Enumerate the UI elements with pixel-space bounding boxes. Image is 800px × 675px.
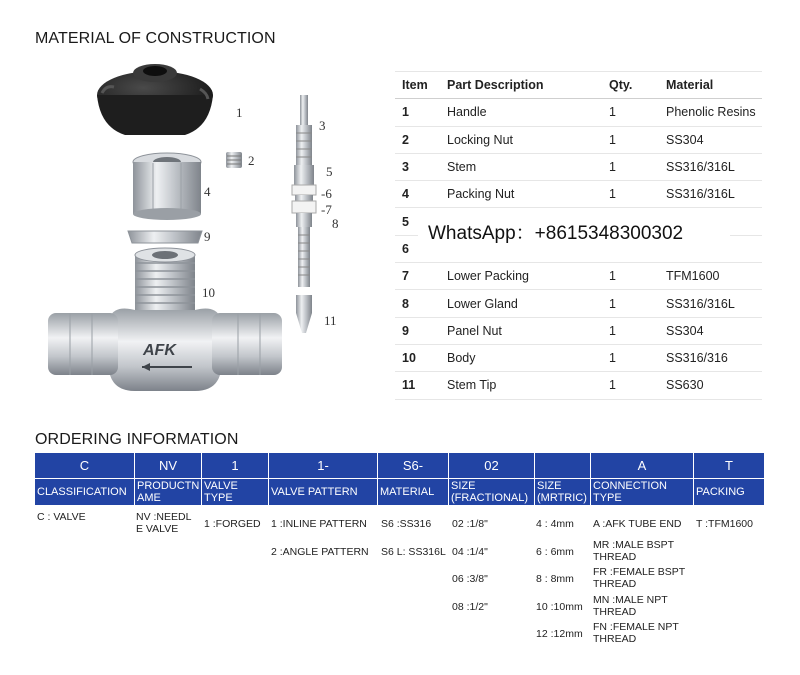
- label-size-metric: SIZE (MRTRIC): [535, 478, 591, 505]
- option-product-name: NV :NEEDL E VALVE: [136, 511, 192, 535]
- part-label-10: 10: [202, 285, 215, 300]
- option-size-fractional: 06 :3/8": [452, 573, 488, 585]
- table-row: 11 Stem Tip 1 SS630: [395, 372, 762, 399]
- table-row: 4 Packing Nut 1 SS316/316L: [395, 181, 762, 208]
- option-size-metric: 12 :12mm: [536, 628, 583, 640]
- option-size-fractional: 08 :1/2": [452, 601, 488, 613]
- option-size-metric: 8 : 8mm: [536, 573, 574, 585]
- option-material: S6 L: SS316L: [381, 546, 446, 558]
- part-label-7: -7: [321, 202, 332, 217]
- code-material: S6-: [378, 453, 449, 478]
- col-part-description: Part Description: [440, 72, 602, 99]
- part-label-11: 11: [324, 313, 337, 328]
- option-connection-type: MR :MALE BSPT THREAD: [593, 539, 675, 563]
- ordering-code-row: [35, 453, 765, 478]
- code-product-name: NV: [135, 453, 202, 478]
- table-row: 5: [395, 208, 762, 235]
- ordering-information-title: ORDERING INFORMATION: [35, 431, 239, 448]
- label-size-fractional: SIZE (FRACTIONAL): [449, 478, 535, 505]
- option-material: S6 :SS316: [381, 518, 432, 530]
- locking-nut-part: [226, 152, 242, 168]
- code-valve-type: 1: [202, 453, 269, 478]
- part-label-1: 1: [236, 105, 243, 120]
- table-row: 7 Lower Packing 1 TFM1600: [395, 263, 762, 290]
- col-qty: Qty.: [602, 72, 659, 99]
- handle-part: [97, 64, 213, 135]
- option-connection-type: FN :FEMALE NPT THREAD: [593, 621, 679, 645]
- part-label-8: 8: [332, 216, 339, 231]
- code-packing: T: [694, 453, 765, 478]
- ordering-label-row: [35, 478, 765, 505]
- valve-exploded-illustration: [30, 55, 375, 415]
- table-row: 2 Locking Nut 1 SS304: [395, 126, 762, 153]
- option-packing: T :TFM1600: [696, 518, 753, 530]
- stem-assembly-part: [292, 95, 316, 333]
- option-connection-type: FR :FEMALE BSPT THREAD: [593, 566, 686, 590]
- body-part: [48, 248, 282, 391]
- part-label-2: 2: [248, 153, 255, 168]
- code-classification: C: [35, 453, 135, 478]
- label-valve-type: VALVE TYPE: [202, 478, 269, 505]
- part-label-6: -6: [321, 186, 332, 201]
- option-valve-pattern: 1 :INLINE PATTERN: [271, 518, 367, 530]
- table-row: 10 Body 1 SS316/316: [395, 344, 762, 371]
- table-row: 9 Panel Nut 1 SS304: [395, 317, 762, 344]
- label-valve-pattern: VALVE PATTERN: [269, 478, 378, 505]
- label-material: MATERIAL: [378, 478, 449, 505]
- option-size-metric: 10 :10mm: [536, 601, 583, 613]
- label-product-name: PRODUCTN AME: [135, 478, 202, 505]
- code-valve-pattern: 1-: [269, 453, 378, 478]
- option-valve-pattern: 2 :ANGLE PATTERN: [271, 546, 369, 558]
- part-label-4: 4: [204, 184, 211, 199]
- code-size-fractional: 02: [449, 453, 535, 478]
- part-label-3: 3: [319, 118, 326, 133]
- table-row: 6: [395, 235, 762, 262]
- option-size-fractional: 04 :1/4": [452, 546, 488, 558]
- material-of-construction-title: MATERIAL OF CONSTRUCTION: [35, 30, 276, 47]
- ordering-table: [35, 453, 765, 645]
- col-material: Material: [659, 72, 762, 99]
- table-row: 8 Lower Gland 1 SS316/316L: [395, 290, 762, 317]
- code-size-metric: [535, 453, 591, 478]
- panel-nut-part: [128, 231, 202, 243]
- col-item: Item: [395, 72, 440, 99]
- whatsapp-watermark: WhatsApp：+8615348300302: [418, 211, 730, 257]
- option-connection-type: MN :MALE NPT THREAD: [593, 594, 668, 618]
- code-connection-type: A: [591, 453, 694, 478]
- label-connection-type: CONNECTION TYPE: [591, 478, 694, 505]
- parts-table-header: [395, 72, 762, 99]
- part-label-9: 9: [204, 229, 211, 244]
- table-row: 3 Stem 1 SS316/316L: [395, 153, 762, 180]
- option-classification: C : VALVE: [37, 511, 86, 523]
- option-valve-type: 1 :FORGED: [204, 518, 261, 530]
- option-size-fractional: 02 :1/8": [452, 518, 488, 530]
- option-connection-type: A :AFK TUBE END: [593, 518, 682, 530]
- label-packing: PACKING: [694, 478, 765, 505]
- table-row: 1 Handle 1 Phenolic Resins: [395, 99, 762, 126]
- option-size-metric: 4 : 4mm: [536, 518, 574, 530]
- part-label-5: 5: [326, 164, 333, 179]
- packing-nut-part: [133, 153, 201, 220]
- label-classification: CLASSIFICATION: [35, 478, 135, 505]
- option-size-metric: 6 : 6mm: [536, 546, 574, 558]
- afk-brand-mark: AFK: [143, 342, 176, 359]
